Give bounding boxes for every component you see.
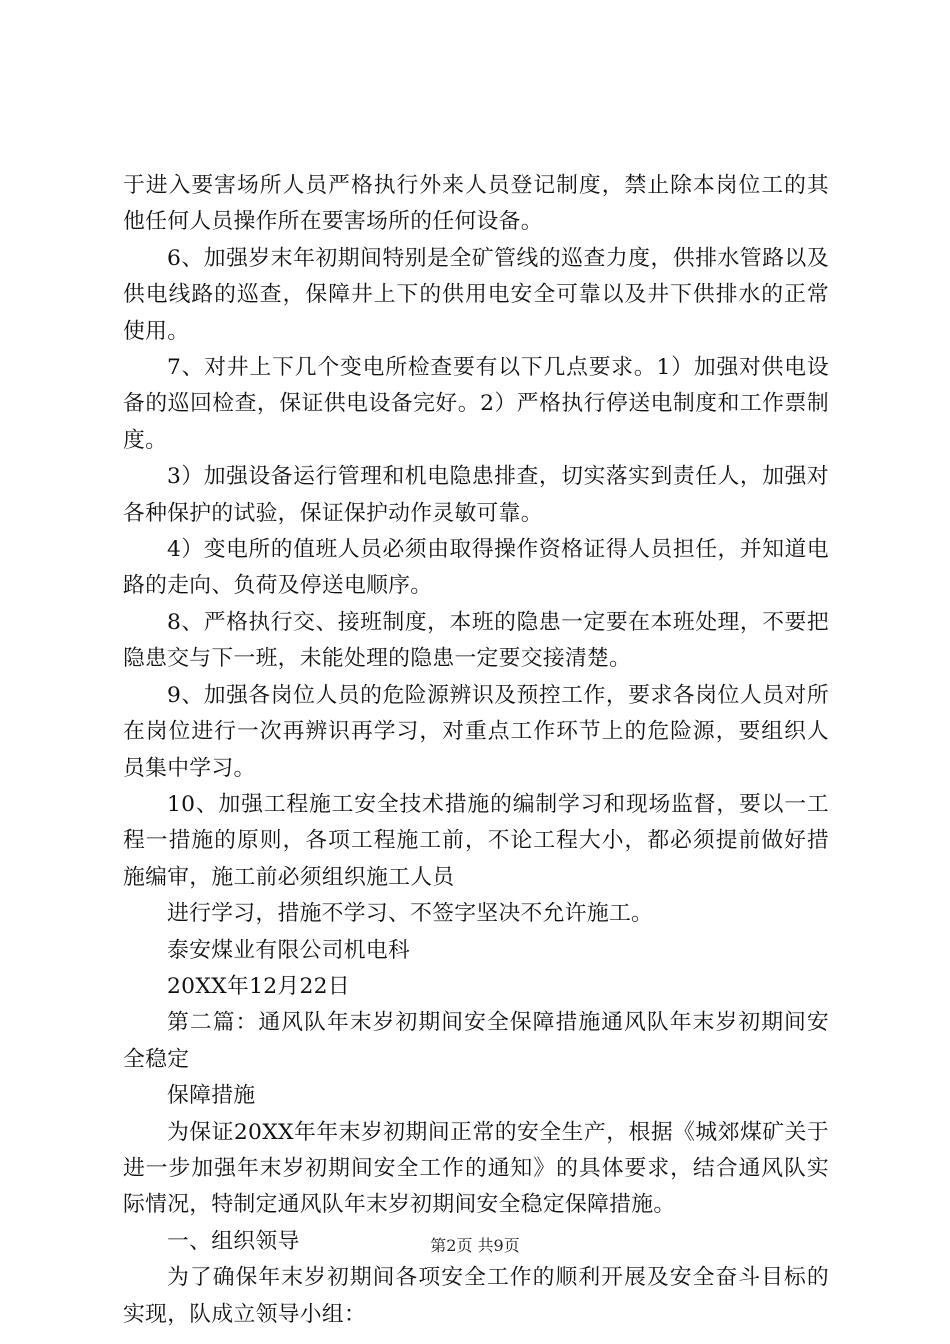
paragraph-item-6: 6、加强岁末年初期间特别是全矿管线的巡查力度，供排水管路以及供电线路的巡查，保障井上下的供用电安全可靠以及井下供排水的正常使用。 — [123, 245, 829, 344]
page-footer: 第2页 共9页 — [430, 1236, 520, 1255]
paragraph-item-9: 9、加强各岗位人员的危险源辨识及预控工作，要求各岗位人员对所在岗位进行一次再辨识再学习，对重点工作环节上的危险源，要组织人员集中学习。 — [123, 682, 829, 781]
paragraph-subitem-3: 3）加强设备运行管理和机电隐患排查，切实落实到责任人，加强对各种保护的试验，保证保护动作灵敏可靠。 — [123, 464, 829, 526]
heading-organization-leadership: 一、组织领导 — [167, 1228, 300, 1254]
paragraph-item-10: 10、加强工程施工安全技术措施的编制学习和现场监督，要以一工程一措施的原则，各项工程施工前，不论工程大小，都必须提前做好措施编审，施工前必须组织施工人员 — [123, 791, 829, 890]
document-body — [123, 168, 829, 1333]
paragraph-leadership-group: 为了确保年末岁初期间各项安全工作的顺利开展及安全奋斗目标的实现，队成立领导小组： — [123, 1265, 829, 1327]
paragraph-intro: 为保证20XX年年末岁初期间正常的安全生产，根据《城郊煤矿关于进一步加强年末岁初期间安全工作的通知》的具体要求，结合通风队实际情况，特制定通风队年末岁初期间安全稳定保障措施。 — [123, 1119, 829, 1218]
signature-organization: 泰安煤业有限公司机电科 — [167, 937, 411, 963]
paragraph-item-8: 8、严格执行交、接班制度，本班的隐患一定要在本班处理，不要把隐患交与下一班，未能处理的隐患一定要交接清楚。 — [123, 609, 829, 672]
paragraph-item-10-continued: 进行学习，措施不学习、不签字坚决不允许施工。 — [167, 901, 654, 927]
section-subtitle: 保障措施 — [167, 1083, 256, 1109]
paragraph-continuation: 于进入要害场所人员严格执行外来人员登记制度，禁止除本岗位工的其他任何人员操作所在要害场所的任何设备。 — [123, 173, 829, 235]
paragraph-item-7: 7、对井上下几个变电所检查要有以下几点要求。1）加强对供电设备的巡回检查，保证供电设备完好。2）严格执行停送电制度和工作票制度。 — [123, 355, 829, 453]
signature-date: 20XX年12月22日 — [167, 973, 350, 999]
section-heading-part-two: 第二篇：通风队年末岁初期间安全保障措施通风队年末岁初期间安全稳定 — [123, 1010, 829, 1072]
paragraph-subitem-4: 4）变电所的值班人员必须由取得操作资格证得人员担任，并知道电路的走向、负荷及停送电顺序。 — [123, 537, 829, 599]
